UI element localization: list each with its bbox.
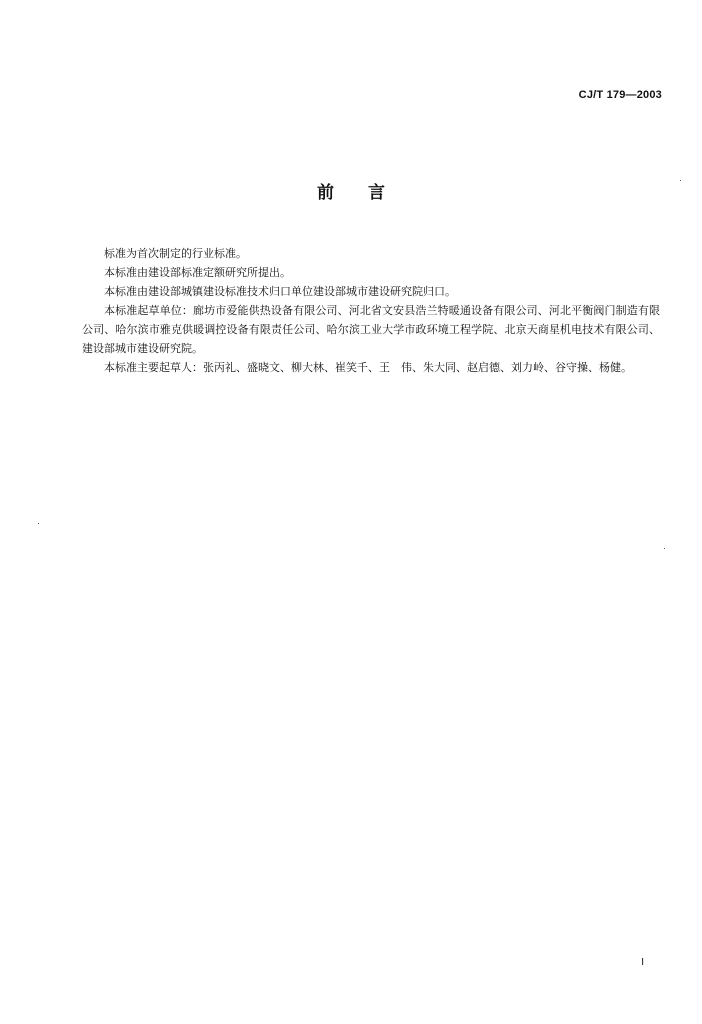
foreword-body (82, 244, 660, 377)
paragraph-first-edition: 标准为首次制定的行业标准。 (104, 247, 247, 260)
paragraph-drafters: 本标准主要起草人：张丙礼、盛晓文、柳大林、崔笑千、王 伟、朱大同、赵启德、刘力岭、谷守操、杨健。 (104, 361, 632, 374)
paragraph-administrator: 本标准由建设部城镇建设标准技术归口单位建设部城市建设研究院归口。 (104, 285, 456, 298)
scan-speck (38, 523, 39, 524)
paragraph-proposer: 本标准由建设部标准定额研究所提出。 (104, 266, 291, 279)
page-number: I (641, 957, 644, 968)
scan-speck (680, 180, 681, 181)
page-title: 前言 (317, 183, 419, 203)
standard-code: CJ/T 179—2003 (578, 89, 662, 101)
scan-speck (664, 548, 665, 549)
paragraph-drafting-units: 本标准起草单位：廊坊市爱能供热设备有限公司、河北省文安县浩兰特暖通设备有限公司、河北平衡阀门制造有限公司、哈尔滨市雅克供暖调控设备有限责任公司、哈尔滨工业大学市政环境工程学院、北京天商星机电技术有限公司、建设部城市建设研究院。 (82, 304, 660, 355)
